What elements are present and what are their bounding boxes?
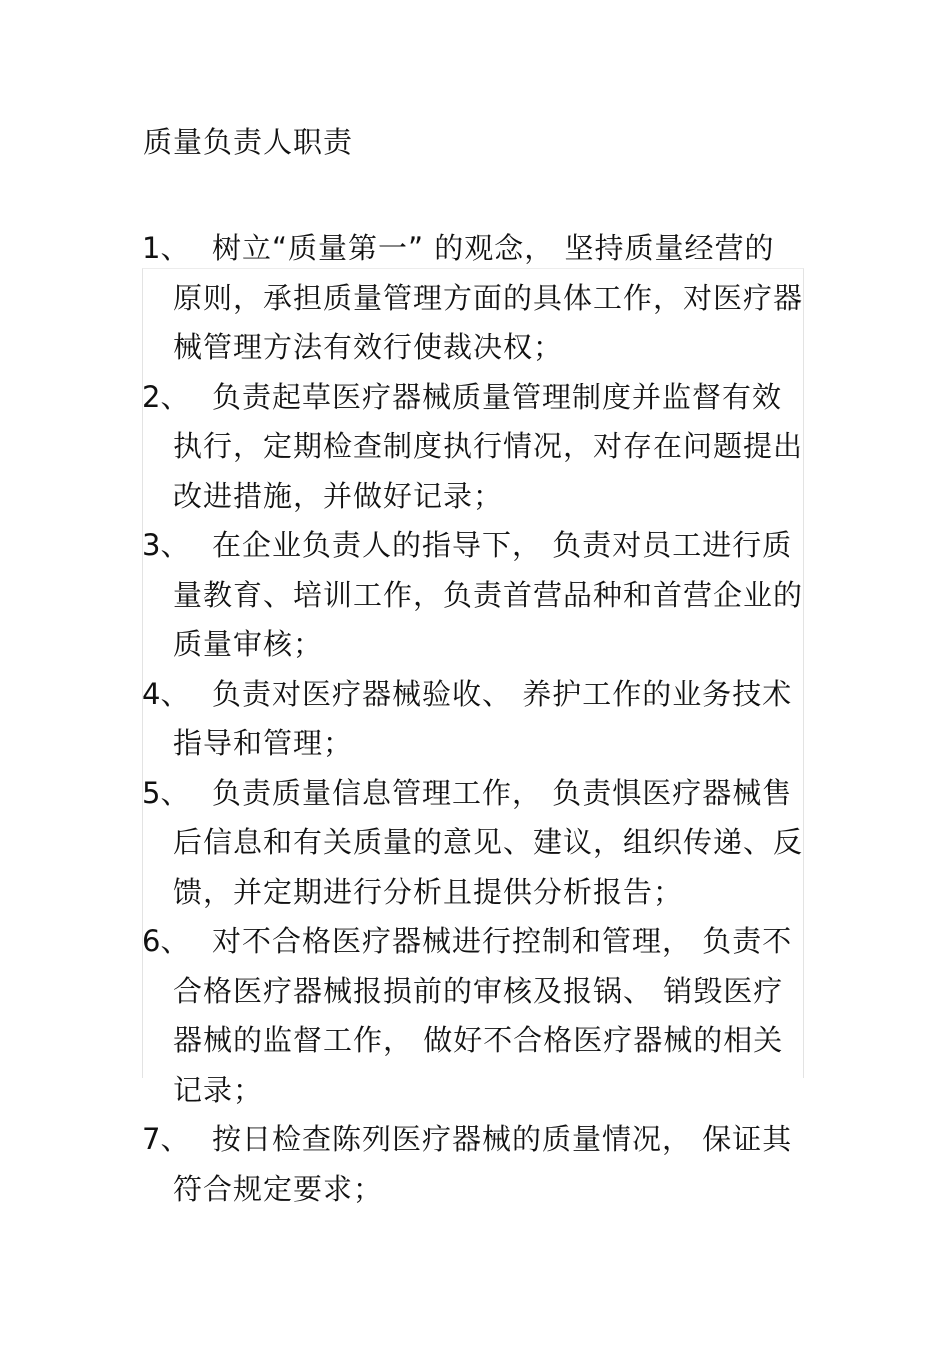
item-text: 按日检查陈列医疗器械的质量情况， 保证其符合规定要求；: [173, 1122, 793, 1206]
list-item: [142, 670, 822, 769]
item-number: 6、: [142, 924, 190, 958]
item-text: 负责对医疗器械验收、 养护工作的业务技术指导和管理；: [173, 676, 793, 760]
item-number: 3、: [142, 528, 190, 562]
duty-list: [142, 224, 822, 1214]
item-text: 在企业负责人的指导下， 负责对员工进行质量教育、培训工作，负责首营品种和首营企业的质量审核；: [173, 528, 804, 661]
list-item: [142, 521, 822, 670]
list-item: [142, 917, 822, 1115]
item-text: 对不合格医疗器械进行控制和管理， 负责不合格医疗器械报损前的审核及报锅、 销毁医疗器械的监督工作， 做好不合格医疗器械的相关记录；: [173, 924, 793, 1107]
item-text: 负责起草医疗器械质量管理制度并监督有效执行，定期检查制度执行情况，对存在问题提出改进措施，并做好记录；: [173, 379, 804, 513]
list-item: [142, 224, 822, 373]
list-item: [142, 769, 822, 918]
item-text: 树立“质量第一” 的观念， 坚持质量经营的原则，承担质量管理方面的具体工作，对医疗器械管理方法有效行使裁决权；: [173, 231, 804, 364]
item-number: 1、: [142, 231, 190, 265]
list-item: [142, 373, 822, 522]
list-item: [142, 1115, 822, 1214]
item-number: 7、: [142, 1122, 190, 1156]
document-title: 质量负责人职责: [143, 125, 354, 159]
item-number: 4、: [142, 676, 190, 711]
item-text: 负责质量信息管理工作， 负责惧医疗器械售后信息和有关质量的意见、建议，组织传递、反馈，并定期进行分析且提供分析报告；: [173, 775, 804, 909]
item-number: 2、: [142, 379, 190, 414]
item-number: 5、: [142, 775, 190, 810]
